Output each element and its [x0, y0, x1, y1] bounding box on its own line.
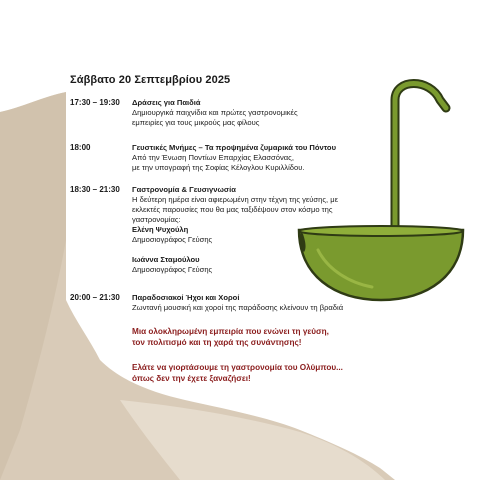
schedule-body — [132, 293, 392, 313]
schedule-text: εμπειρίες για τους μικρούς μας φίλους — [132, 118, 260, 127]
schedule-time: 17:30 – 19:30 — [70, 98, 120, 107]
schedule-heading: Γαστρονομία & Γευσιγνωσία — [132, 185, 236, 194]
guest-name: Ιωάννα Σταμούλου — [132, 255, 200, 264]
schedule-body — [132, 185, 392, 275]
schedule-heading: Παραδοσιακοί Ήχοι και Χοροί — [132, 293, 240, 302]
schedule-heading: Γευστικές Μνήμες – Τα προψημένα ζυμαρικά του Πόντου — [132, 143, 336, 152]
schedule-text: με την υπογραφή της Σοφίας Κέλογλου Κυριλλίδου. — [132, 163, 305, 172]
closing-message-1 — [132, 326, 402, 348]
guest-role: Δημοσιογράφος Γεύσης — [132, 235, 213, 244]
guest-role: Δημοσιογράφος Γεύσης — [132, 265, 213, 274]
schedule-time: 20:00 – 21:30 — [70, 293, 120, 302]
schedule-body — [132, 98, 392, 128]
schedule-time: 18:00 — [70, 143, 91, 152]
closing-message-2 — [132, 362, 402, 384]
closing-line: τον πολιτισμό και τη χαρά της συνάντησης! — [132, 338, 302, 347]
schedule-body — [132, 143, 392, 173]
schedule-time: 18:30 – 21:30 — [70, 185, 120, 194]
event-date-title: Σάββατο 20 Σεπτεμβρίου 2025 — [70, 74, 231, 86]
schedule-text: Από την Ένωση Ποντίων Επαρχίας Ελασσόνας, — [132, 153, 294, 162]
schedule-text: γαστρονομίας: — [132, 215, 181, 224]
schedule-text: εκλεκτές παρουσίες που θα μας ταξιδέψουν στον κόσμο της — [132, 205, 333, 214]
schedule-text: Η δεύτερη ημέρα είναι αφιερωμένη στην τέχνη της γεύσης, με — [132, 195, 338, 204]
schedule-heading: Δράσεις για Παιδιά — [132, 98, 201, 107]
schedule-text: Δημιουργικά παιχνίδια και πρώτες γαστρονομικές — [132, 108, 298, 117]
closing-line: Ελάτε να γιορτάσουμε τη γαστρονομία του Ολύμπου... — [132, 363, 343, 372]
guest-name: Ελένη Ψυχούλη — [132, 225, 189, 234]
closing-line: Μια ολοκληρωμένη εμπειρία που ενώνει τη γεύση, — [132, 327, 329, 336]
schedule-text: Ζωντανή μουσική και χοροί της παράδοσης κλείνουν τη βραδιά — [132, 303, 344, 312]
closing-line: όπως δεν την έχετε ξαναζήσει! — [132, 374, 251, 383]
